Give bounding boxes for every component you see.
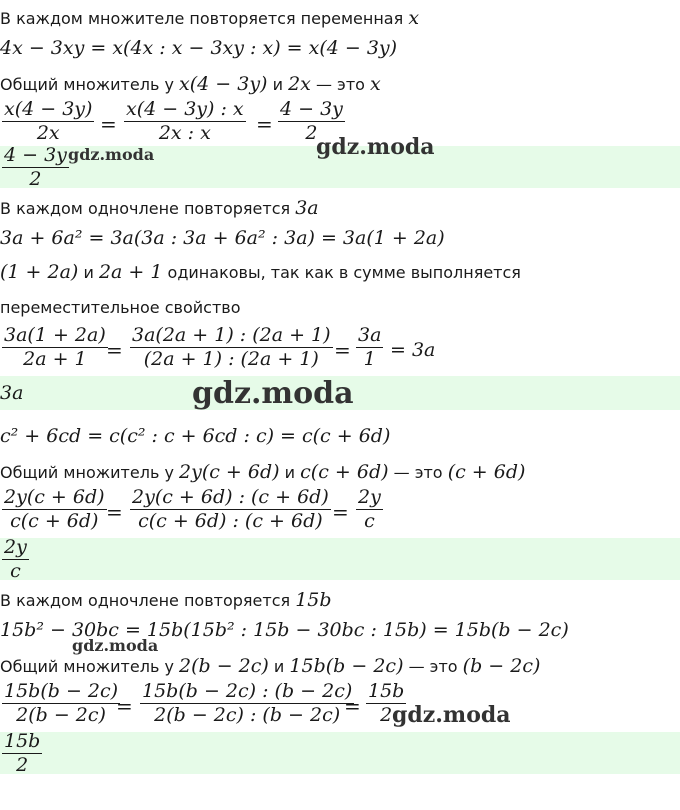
- block1-fraction-3: $\frac{4 - 3y}{2}$: [280, 98, 343, 144]
- block1-note: Общий множитель у x(4 − 3y) и 2x — это x: [0, 73, 381, 95]
- equals-sign: =: [332, 500, 349, 524]
- block2-tail: = 3a: [390, 339, 436, 361]
- watermark: gdz.moda: [192, 376, 354, 411]
- block1-fraction-2: $\frac{x(4 - 3y) : x}{2x : x}$: [126, 98, 244, 144]
- block4-equation: 15b² − 30bc = 15b(15b² : 15b − 30bc : 15b) = 15b(b − 2c): [0, 619, 569, 641]
- block3-note: Общий множитель у 2y(c + 6d) и c(c + 6d) — это (c + 6d): [0, 461, 526, 483]
- block2-fraction-2: $\frac{3a(2a + 1) : (2a + 1)}{(2a + 1) : (2a + 1)}$: [132, 324, 331, 370]
- block1-equation: 4x − 3xy = x(4x : x − 3xy : x) = x(4 − 3y): [0, 37, 398, 59]
- equals-sign: =: [106, 338, 123, 362]
- equals-sign: =: [106, 500, 123, 524]
- block3-answer: $\frac{2y}{c}$: [4, 536, 27, 582]
- block3-fraction-2: $\frac{2y(c + 6d) : (c + 6d)}{c(c + 6d) : (c + 6d)}$: [132, 486, 329, 532]
- block2-note-line2: переместительное свойство: [0, 298, 241, 317]
- block4-note: Общий множитель у 2(b − 2c) и 15b(b − 2c) — это (b − 2c): [0, 655, 541, 677]
- block2-fraction-1: $\frac{3a(1 + 2a)}{2a + 1}$: [4, 324, 106, 370]
- block1-answer: $\frac{4 - 3y}{2}$: [4, 144, 67, 190]
- block2-intro: В каждом одночлене повторяется 3a: [0, 197, 319, 219]
- block2-equation: 3a + 6a² = 3a(3a : 3a + 6a² : 3a) = 3a(1 + 2a): [0, 227, 445, 249]
- block3-answer-band: [0, 538, 680, 580]
- block2-fraction-3: $\frac{3a}{1}$: [358, 324, 382, 370]
- block4-fraction-1: $\frac{15b(b - 2c)}{2(b - 2c)}$: [4, 680, 119, 726]
- equals-sign: =: [100, 112, 117, 136]
- block2-note-line1: (1 + 2a) и 2a + 1 одинаковы, так как в сумме выполняется: [0, 261, 521, 283]
- block4-fraction-2: $\frac{15b(b - 2c) : (b - 2c)}{2(b - 2c) : (b - 2c)}$: [142, 680, 353, 726]
- block2-answer: 3a: [0, 382, 24, 404]
- block4-intro: В каждом одночлене повторяется 15b: [0, 589, 332, 611]
- block3-equation: c² + 6cd = c(c² : c + 6cd : c) = c(c + 6d): [0, 425, 391, 447]
- equals-sign: =: [256, 112, 273, 136]
- block4-answer-band: [0, 732, 680, 774]
- equals-sign: =: [116, 694, 133, 718]
- equals-sign: =: [344, 694, 361, 718]
- watermark: gdz.moda: [392, 702, 511, 728]
- watermark: gdz.moda: [72, 636, 159, 655]
- block1-intro: В каждом множителе повторяется переменная x: [0, 7, 420, 29]
- watermark: gdz.moda: [316, 134, 435, 160]
- block3-fraction-3: $\frac{2y}{c}$: [358, 486, 381, 532]
- watermark: gdz.moda: [68, 145, 155, 164]
- block3-fraction-1: $\frac{2y(c + 6d)}{c(c + 6d)}$: [4, 486, 105, 532]
- block4-fraction-3: $\frac{15b}{2}$: [368, 680, 405, 726]
- block4-answer: $\frac{15b}{2}$: [4, 730, 41, 776]
- equals-sign: =: [334, 338, 351, 362]
- block1-fraction-1: $\frac{x(4 - 3y)}{2x}$: [4, 98, 93, 144]
